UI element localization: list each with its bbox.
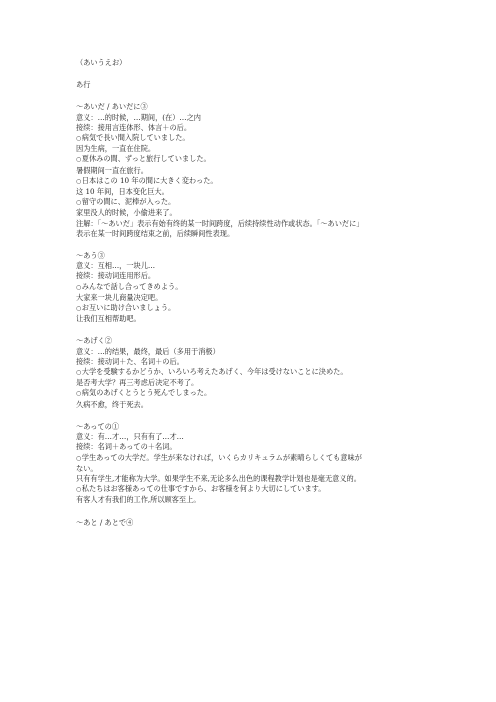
example-japanese: ○ 留守の間に、泥棒が入った。 <box>76 197 428 208</box>
entry-title: ～あいだ / あいだに③ <box>76 102 148 112</box>
example-japanese: ○ お互いに助け合いましょう。 <box>76 303 428 314</box>
entry-meaning: 意义：…的结果，最终，最后（多用于消极） <box>76 346 220 356</box>
grammar-entry <box>76 422 428 506</box>
entry-connection: 接续：接动词＋た、名词＋の后。 <box>76 356 184 366</box>
example-japanese: ○ 病気のあげくとうとう死んでしまった。 <box>76 388 428 399</box>
example-chinese: 这 10 年间，日本变化巨大。 <box>76 187 169 197</box>
example-chinese: 只有有学生,才能称为大学。如果学生不来,无论多么出色的课程教学计划也是毫无意义的。 <box>76 473 361 483</box>
example-japanese: ○ 日本はこの 10 年の間に大きく変わった。 <box>76 176 428 187</box>
example-japanese: ○ みんなで話し合ってきめよう。 <box>76 282 428 293</box>
grammar-entry <box>76 102 428 239</box>
example-chinese: 有客人才有我们的工作,所以顾客至上。 <box>76 495 201 505</box>
example-chinese: 大家来一块儿商量决定吧。 <box>76 292 163 302</box>
example-chinese: 家里没人的时候，小偷进来了。 <box>76 208 177 218</box>
entry-title: ～あげく② <box>76 336 112 346</box>
grammar-entry <box>76 336 428 409</box>
entry-connection: 接续：接动词连用形后。 <box>76 271 156 281</box>
entry-title: ～あと / あとで④ <box>76 517 134 527</box>
entry-connection: 接续：接用言连体形、体言＋の后。 <box>76 122 192 132</box>
example-japanese-continued: ない。 <box>76 463 98 473</box>
entry-meaning: 意义：有…才…，只有有了…才… <box>76 432 184 442</box>
example-japanese: ○ 学生あっての大学だ。学生が来なければ，いくらカリキュラムが素晴らしくても意味が <box>76 453 428 464</box>
entry-meaning: 意义：互相…，一块儿… <box>76 261 156 271</box>
entry-note-continued: 表示在某一时间跨度结束之前，后续瞬间性表现。 <box>76 228 235 238</box>
example-chinese: 久病不愈，终于死去。 <box>76 399 148 409</box>
example-chinese: 暑假期间一直在旅行。 <box>76 165 148 175</box>
example-japanese: ○ 夏休みの間、ずっと旅行していました。 <box>76 154 428 165</box>
example-japanese: ○ 大学を受験するかどうか、いろいろ考えたあげく、今年は受けないことに決めた。 <box>76 367 428 378</box>
example-japanese: ○ 病気で長い間入院していました。 <box>76 133 428 144</box>
example-japanese: ○ 私たちはお客様あっての仕事ですから、お客様を何より大切にしています。 <box>76 484 428 495</box>
entry-title: ～あっての① <box>76 421 120 431</box>
page-header: （あいうえお） <box>76 58 127 67</box>
entry-title: ～あう③ <box>76 251 105 261</box>
grammar-entry <box>76 251 428 324</box>
entry-note: 注解：「～あいだ」表示有始有终的某一时间跨度，后续持续性动作或状态。「～あいだに」 <box>76 218 364 228</box>
example-chinese: 因为生病，一直在住院。 <box>76 144 156 154</box>
example-chinese: 是否考大学？再三考虑后决定不考了。 <box>76 378 199 388</box>
example-chinese: 让我们互相帮助吧。 <box>76 314 141 324</box>
grammar-entry <box>76 518 428 528</box>
entry-connection: 接续：名词＋あっての＋名词。 <box>76 442 177 452</box>
document-page <box>76 58 428 528</box>
entry-meaning: 意义：…的时候，…期间，(在）…之内 <box>76 112 201 122</box>
section-title: あ行 <box>76 80 91 90</box>
